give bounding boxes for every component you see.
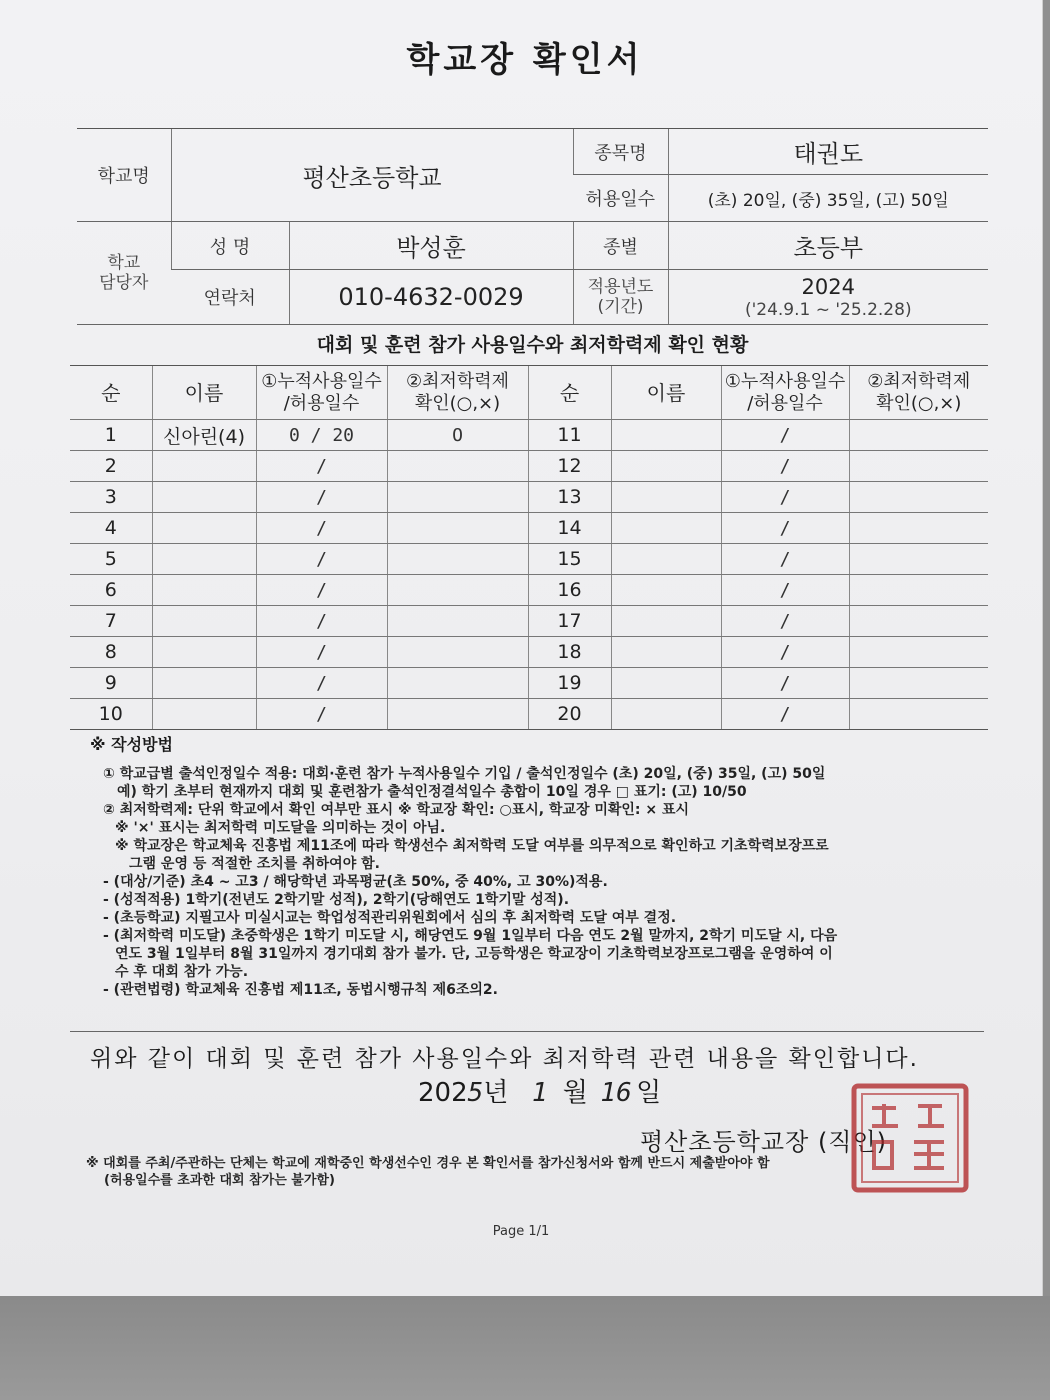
row-number: 11 <box>528 420 611 451</box>
min-level-check <box>849 699 988 730</box>
student-name <box>152 606 256 637</box>
date-year-suffix: 년 <box>483 1078 509 1108</box>
col-days-right-line2: /허용일수 <box>747 392 823 414</box>
student-name <box>152 544 256 575</box>
days-used: / <box>256 544 387 575</box>
min-level-check <box>387 451 528 482</box>
roster-row <box>70 482 988 513</box>
contact-value: 010-4632-0029 <box>289 270 573 325</box>
row-number: 12 <box>528 451 611 482</box>
min-level-check: O <box>387 420 528 451</box>
student-name <box>611 420 721 451</box>
seal-outer-border <box>854 1086 966 1190</box>
col-days-line1: ①누적사용일수 <box>261 370 382 392</box>
days-used: / <box>721 451 849 482</box>
note-line: 예) 학기 초부터 현재까지 대회 및 훈련참가 출석인정결석일수 총합이 10일 경우 □ 표기: (고) 10/50 <box>117 784 747 800</box>
note-line: - (최저학력 미도달) 초중학생은 1학기 미도달 시, 해당연도 9월 1일부터 다음 연도 2월 말까지, 2학기 미도달 시, 다음 <box>103 928 838 944</box>
student-name <box>611 637 721 668</box>
row-number: 18 <box>528 637 611 668</box>
min-level-check <box>387 668 528 699</box>
min-level-check <box>387 637 528 668</box>
col-name: 이름 <box>152 366 256 420</box>
roster-row <box>70 699 988 730</box>
year-label-line2: (기간) <box>597 297 644 317</box>
category-label: 종별 <box>573 222 668 270</box>
date-month-hand: 1 <box>531 1078 548 1108</box>
document-title: 학교장 확인서 <box>406 40 644 80</box>
days-used: / <box>721 513 849 544</box>
col-days-right <box>721 366 849 420</box>
row-number: 2 <box>70 451 152 482</box>
min-level-check <box>849 513 988 544</box>
days-used: / <box>256 513 387 544</box>
category-value: 초등부 <box>668 222 988 270</box>
teacher-label-line2: 담당자 <box>99 273 149 293</box>
days-used: / <box>256 451 387 482</box>
confirm-statement: 위와 같이 대회 및 훈련 참가 사용일수와 최저학력 관련 내용을 확인합니다. <box>90 1046 919 1072</box>
row-number: 9 <box>70 668 152 699</box>
row-number: 1 <box>70 420 152 451</box>
student-name <box>152 482 256 513</box>
row-number: 5 <box>70 544 152 575</box>
col-days-right-line1: ①누적사용일수 <box>724 370 846 392</box>
row-number: 8 <box>70 637 152 668</box>
days-used: / <box>721 606 849 637</box>
allowed-days-label: 허용일수 <box>573 175 668 222</box>
desk-surface <box>0 1296 1050 1400</box>
row-number: 10 <box>70 699 152 730</box>
min-level-check <box>849 482 988 513</box>
principal-name: 평산초등학교장 <box>640 1128 810 1156</box>
official-seal-stamp <box>848 1080 972 1196</box>
page-number: Page 1/1 <box>492 1224 550 1239</box>
min-level-check <box>849 451 988 482</box>
roster-table <box>70 365 988 730</box>
student-name <box>611 482 721 513</box>
date-year-prefix: 202 <box>418 1078 468 1108</box>
year-value: 2024 <box>801 275 855 299</box>
student-name <box>611 606 721 637</box>
student-name <box>611 575 721 606</box>
roster-row <box>70 606 988 637</box>
days-used: / <box>721 544 849 575</box>
teacher-label <box>77 222 171 325</box>
col-min-right-line1: ②최저학력제 <box>867 370 971 392</box>
teacher-name: 박성훈 <box>289 222 573 270</box>
roster-row <box>70 637 988 668</box>
days-used: / <box>256 637 387 668</box>
seal-label: (직인) <box>817 1128 888 1156</box>
row-number: 13 <box>528 482 611 513</box>
min-level-check <box>387 606 528 637</box>
days-used: 0 / 20 <box>256 420 387 451</box>
teacher-label-line1: 학교 <box>107 253 141 273</box>
seal-engraving <box>872 1104 944 1168</box>
student-name <box>611 544 721 575</box>
note-line: ※ '×' 표시는 최저학력 미도달을 의미하는 것이 아님. <box>115 820 446 836</box>
col-no-right: 순 <box>528 366 611 420</box>
row-number: 16 <box>528 575 611 606</box>
min-level-check <box>387 482 528 513</box>
row-number: 4 <box>70 513 152 544</box>
min-level-check <box>849 544 988 575</box>
note-line: 그램 운영 등 적절한 조치를 취하여야 함. <box>129 856 380 872</box>
note-line: 수 후 대회 참가 가능. <box>115 964 249 980</box>
min-level-check <box>849 668 988 699</box>
note-line: ① 학교급별 출석인정일수 적용: 대회·훈련 참가 누적사용일수 기입 / 출석인정일수 (초) 20일, (중) 35일, (고) 50일 <box>103 766 826 782</box>
date-day-suffix: 일 <box>636 1078 662 1108</box>
col-days-line2: /허용일수 <box>283 392 360 414</box>
footnote <box>86 1155 770 1189</box>
note-line: - (성적적용) 1학기(전년도 2학기말 성적), 2학기(당해연도 1학기말 성적). <box>103 892 570 908</box>
row-number: 3 <box>70 482 152 513</box>
col-min-right-line2: 확인(○,×) <box>876 392 962 414</box>
method-notes <box>103 765 933 999</box>
date-month-suffix: 월 <box>562 1078 588 1108</box>
min-level-check <box>387 575 528 606</box>
roster-row <box>70 544 988 575</box>
row-number: 6 <box>70 575 152 606</box>
roster-row <box>70 575 988 606</box>
row-number: 19 <box>528 668 611 699</box>
days-used: / <box>721 637 849 668</box>
note-line: - (관련법령) 학교체육 진흥법 제11조, 동법시행규칙 제6조의2. <box>103 982 498 998</box>
col-min <box>387 366 528 420</box>
min-level-check <box>849 606 988 637</box>
date-year-hand: 5 <box>467 1078 484 1108</box>
col-no: 순 <box>70 366 152 420</box>
col-min-line2: 확인(○,×) <box>414 392 501 414</box>
sport-value: 태권도 <box>668 129 988 175</box>
signature-date <box>418 1072 661 1109</box>
student-name <box>152 575 256 606</box>
school-label: 학교명 <box>77 129 171 222</box>
days-used: / <box>721 420 849 451</box>
note-line: ② 최저학력제: 단위 학교에서 확인 여부만 표시 ※ 학교장 확인: ○표시, 학교장 미확인: × 표시 <box>103 802 690 818</box>
row-number: 7 <box>70 606 152 637</box>
days-used: / <box>721 575 849 606</box>
col-name-right: 이름 <box>611 366 721 420</box>
roster-row <box>70 668 988 699</box>
col-min-line1: ②최저학력제 <box>405 370 510 392</box>
year-label-line1: 적용년도 <box>587 277 654 297</box>
student-name <box>611 513 721 544</box>
footnote-line1: ※ 대회를 주최/주관하는 단체는 학교에 재학중인 학생선수인 경우 본 확인서를 참가신청서와 함께 반드시 제출받아야 함 <box>86 1156 770 1171</box>
min-level-check <box>849 637 988 668</box>
row-number: 15 <box>528 544 611 575</box>
year-label <box>573 270 668 325</box>
section-title: 대회 및 훈련 참가 사용일수와 최저학력제 확인 현황 <box>316 334 749 356</box>
min-level-check <box>849 420 988 451</box>
note-line: 연도 3월 1일부터 8월 31일까지 경기대회 참가 불가. 단, 고등학생은 학교장이 기초학력보장프로그램을 운영하여 이 <box>115 946 833 962</box>
allowed-days-value: (초) 20일, (중) 35일, (고) 50일 <box>668 175 988 222</box>
days-used: / <box>256 606 387 637</box>
row-number: 20 <box>528 699 611 730</box>
footnote-line2: (허용일수를 초과한 대회 참가는 불가함) <box>104 1173 335 1188</box>
min-level-check <box>387 513 528 544</box>
days-used: / <box>721 668 849 699</box>
sport-label: 종목명 <box>573 129 668 175</box>
period-value: ('24.9.1 ~ '25.2.28) <box>744 300 912 320</box>
method-heading: ※ 작성방법 <box>90 735 173 754</box>
days-used: / <box>256 699 387 730</box>
header-table <box>77 128 988 325</box>
roster-row <box>70 451 988 482</box>
roster-body <box>70 420 988 730</box>
date-day-hand: 16 <box>600 1078 632 1108</box>
school-name: 평산초등학교 <box>171 129 573 222</box>
student-name <box>152 637 256 668</box>
row-number: 14 <box>528 513 611 544</box>
roster-row <box>70 513 988 544</box>
contact-label: 연락처 <box>171 270 289 325</box>
student-name <box>611 668 721 699</box>
min-level-check <box>387 699 528 730</box>
student-name <box>152 451 256 482</box>
student-name <box>152 668 256 699</box>
days-used: / <box>256 482 387 513</box>
days-used: / <box>721 482 849 513</box>
note-line: - (초등학교) 지필고사 미실시교는 학업성적관리위원회에서 심의 후 최저학력 도달 여부 결정. <box>103 910 677 926</box>
min-level-check <box>849 575 988 606</box>
student-name <box>611 699 721 730</box>
days-used: / <box>721 699 849 730</box>
col-min-right <box>849 366 988 420</box>
student-name <box>152 699 256 730</box>
student-name: 신아린(4) <box>152 420 256 451</box>
days-used: / <box>256 668 387 699</box>
col-days <box>256 366 387 420</box>
student-name <box>611 451 721 482</box>
divider <box>70 1031 984 1032</box>
days-used: / <box>256 575 387 606</box>
student-name <box>152 513 256 544</box>
name-label: 성 명 <box>171 222 289 270</box>
row-number: 17 <box>528 606 611 637</box>
note-line: ※ 학교장은 학교체육 진흥법 제11조에 따라 학생선수 최저학력 도달 여부를 의무적으로 확인하고 기초학력보장프로 <box>115 838 829 854</box>
min-level-check <box>387 544 528 575</box>
year-value-cell <box>668 270 988 325</box>
note-line: - (대상/기준) 초4 ~ 고3 / 해당학년 과목평균(초 50%, 중 40%, 고 30%)적용. <box>103 874 608 890</box>
roster-row <box>70 420 988 451</box>
